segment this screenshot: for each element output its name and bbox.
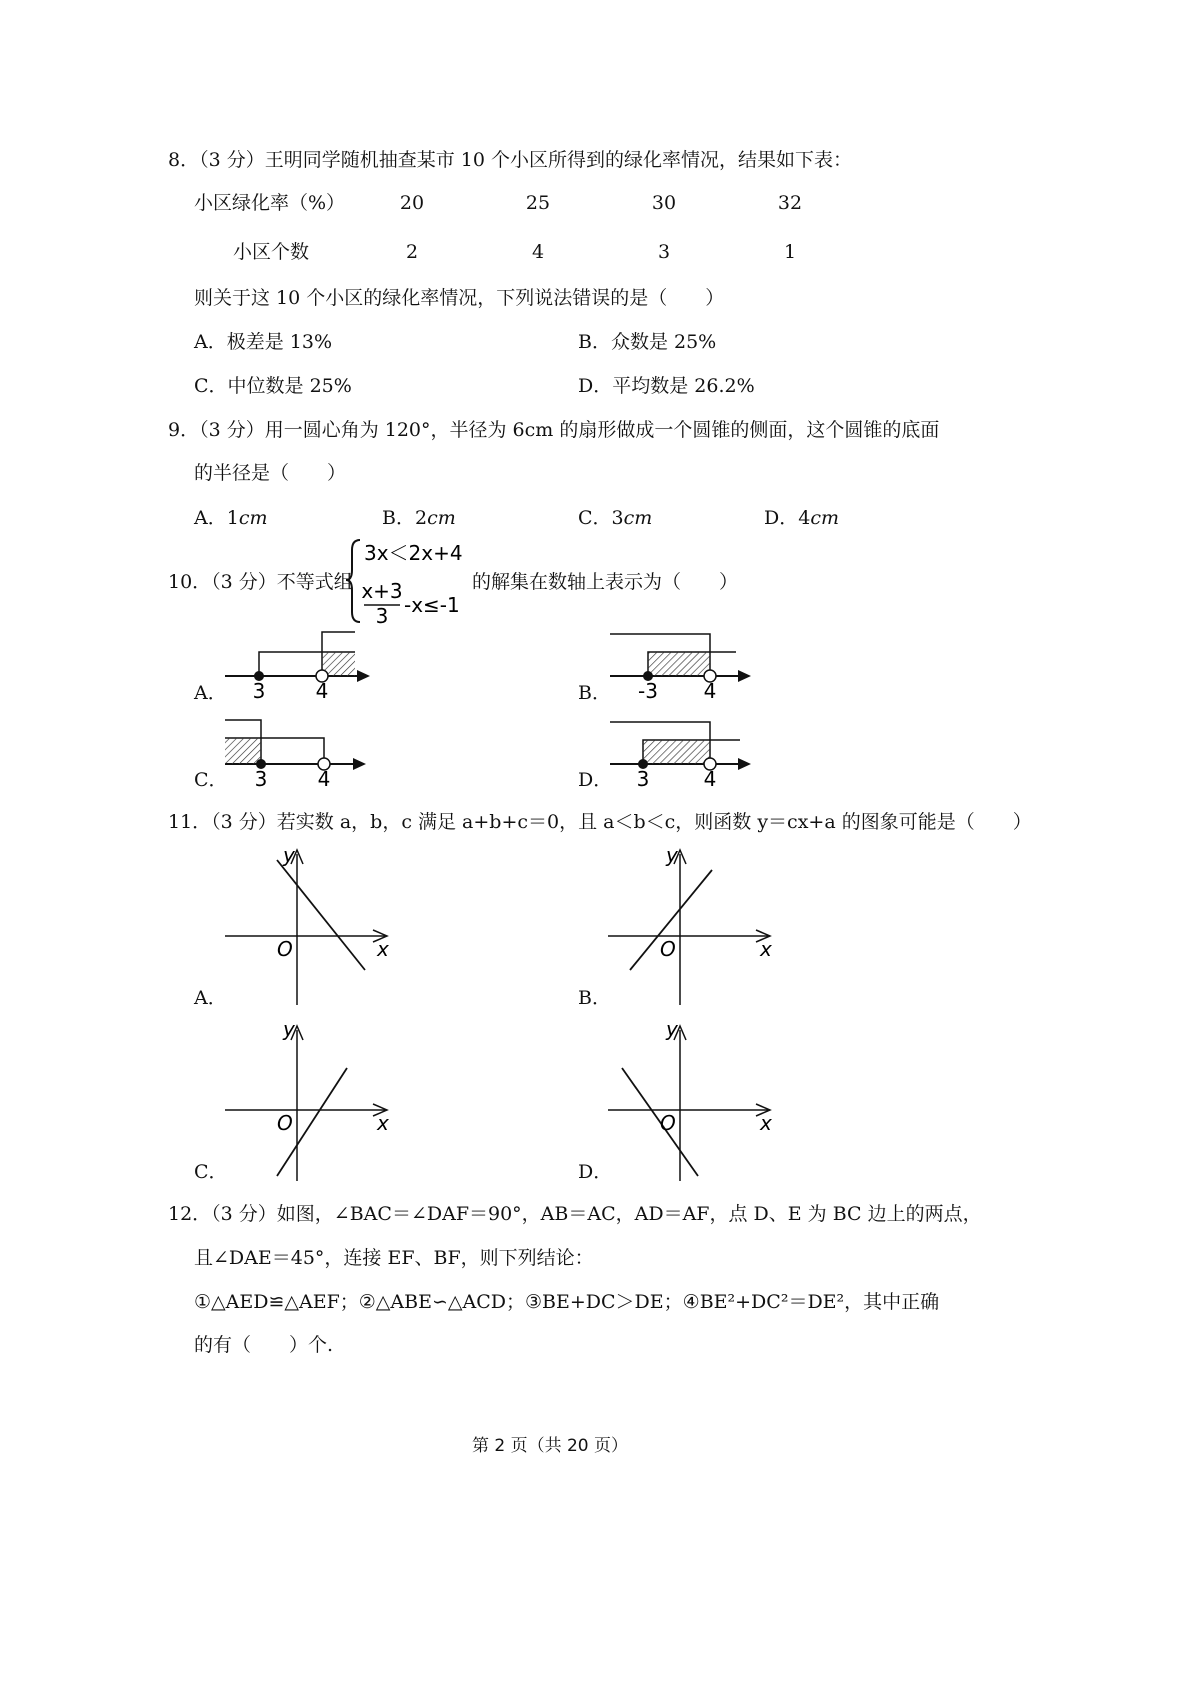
brace <box>346 540 360 622</box>
q8-table-cell: 3 <box>657 241 671 263</box>
q8-question: 则关于这 10 个小区的绿化率情况，下列说法错误的是（ ） <box>194 287 725 309</box>
origin-label: O <box>660 1111 676 1135</box>
q9-line1: 9．（3 分）用一圆心角为 120°，半径为 6cm 的扇形做成一个圆锥的侧面，这个圆锥的底面 <box>168 419 940 441</box>
tick-label: 4 <box>703 767 717 791</box>
q8-option-a: A．极差是 13% <box>194 331 332 353</box>
q8-table-cell: 20 <box>399 192 425 214</box>
q11-graph-c <box>225 1016 405 1186</box>
y-label: y <box>283 843 295 867</box>
q10-option-a-label: A． <box>194 682 227 704</box>
ineq2-rest: -x≤-1 <box>404 593 460 617</box>
ineq2-denominator: 3 <box>375 604 389 628</box>
tick-label: -3 <box>638 679 658 703</box>
q8-option-c: C．中位数是 25% <box>194 375 352 397</box>
q11-graph-b <box>608 840 788 1010</box>
q11-option-d-label: D． <box>578 1161 613 1183</box>
ineq1: 3x＜2x+4 <box>364 541 463 565</box>
q8-stem: 8．（3 分）王明同学随机抽查某市 10 个小区所得到的绿化率情况，结果如下表： <box>168 149 852 171</box>
q8-table-cell: 25 <box>525 192 551 214</box>
q9-option-d: D．4cm <box>764 507 839 529</box>
x-label: x <box>760 937 772 961</box>
tick-label: 3 <box>252 679 266 703</box>
q10-option-b-label: B． <box>578 682 611 704</box>
q11-graph-d <box>608 1016 788 1186</box>
x-label: x <box>377 1111 389 1135</box>
q11-option-a-label: A． <box>194 987 227 1009</box>
q10-prefix: 10．（3 分）不等式组 <box>168 571 353 593</box>
x-label: x <box>377 937 389 961</box>
q11-option-c-label: C． <box>194 1161 228 1183</box>
q8-table-cell: 4 <box>531 241 545 263</box>
q10-number-line-c <box>225 714 385 794</box>
tick-label: 3 <box>254 767 268 791</box>
q9-option-c: C．3cm <box>578 507 653 529</box>
q10-inequality-system <box>346 536 476 626</box>
q8-table-cell: 2 <box>405 241 419 263</box>
q11-graph-a <box>225 840 405 1010</box>
tick-label: 4 <box>317 767 331 791</box>
arrow-icon <box>738 758 751 770</box>
arrow-icon <box>357 670 370 682</box>
y-label: y <box>666 1017 678 1041</box>
tick-label: 4 <box>315 679 329 703</box>
q10-number-line-b <box>610 628 770 708</box>
q11-stem: 11．（3 分）若实数 a，b，c 满足 a+b+c＝0，且 a＜b＜c，则函数 y＝cx+a 的图象可能是（ ） <box>168 811 1032 833</box>
tick-label: 4 <box>703 679 717 703</box>
q9-option-a: A．1cm <box>194 507 268 529</box>
q8-table-cell: 1 <box>783 241 797 263</box>
q10-number-line-a <box>225 628 385 708</box>
y-label: y <box>666 843 678 867</box>
origin-label: O <box>277 1111 293 1135</box>
arrow-icon <box>353 758 366 770</box>
y-label: y <box>283 1017 295 1041</box>
x-label: x <box>760 1111 772 1135</box>
q12-line4: 的有（ ）个. <box>194 1334 334 1356</box>
q9-option-b: B．2cm <box>382 507 456 529</box>
q9-line2: 的半径是（ ） <box>194 462 347 484</box>
hatched-region <box>643 740 710 764</box>
q8-option-b: B．众数是 25% <box>578 331 717 353</box>
q8-table-row1-label: 小区绿化率（%） <box>194 192 346 214</box>
hatched-region <box>225 738 261 764</box>
q10-option-c-label: C． <box>194 769 228 791</box>
q8-table-row2-label: 小区个数 <box>233 241 310 263</box>
q8-option-d: D．平均数是 26.2% <box>578 375 755 397</box>
ineq2-numerator: x+3 <box>361 579 403 603</box>
tick-label: 3 <box>636 767 650 791</box>
q8-table-cell: 30 <box>651 192 677 214</box>
origin-label: O <box>660 937 676 961</box>
hatched-region <box>648 652 710 676</box>
q12-line3: ①△AED≌△AEF；②△ABE∽△ACD；③BE+DC＞DE；④BE²+DC²＝DE²，其中正确 <box>194 1291 940 1313</box>
origin-label: O <box>277 937 293 961</box>
q10-number-line-d <box>610 714 770 794</box>
q10-suffix: 的解集在数轴上表示为（ ） <box>472 571 739 593</box>
page-footer: 第 2 页（共 20 页） <box>471 1436 629 1456</box>
q8-table-cell: 32 <box>777 192 803 214</box>
q11-option-b-label: B． <box>578 987 611 1009</box>
arrow-icon <box>738 670 751 682</box>
q12-line1: 12．（3 分）如图，∠BAC＝∠DAF＝90°，AB＝AC，AD＝AF，点 D、E 为 BC 边上的两点， <box>168 1203 982 1225</box>
q10-option-d-label: D． <box>578 769 613 791</box>
q12-line2: 且∠DAE＝45°，连接 EF、BF，则下列结论： <box>194 1247 594 1269</box>
